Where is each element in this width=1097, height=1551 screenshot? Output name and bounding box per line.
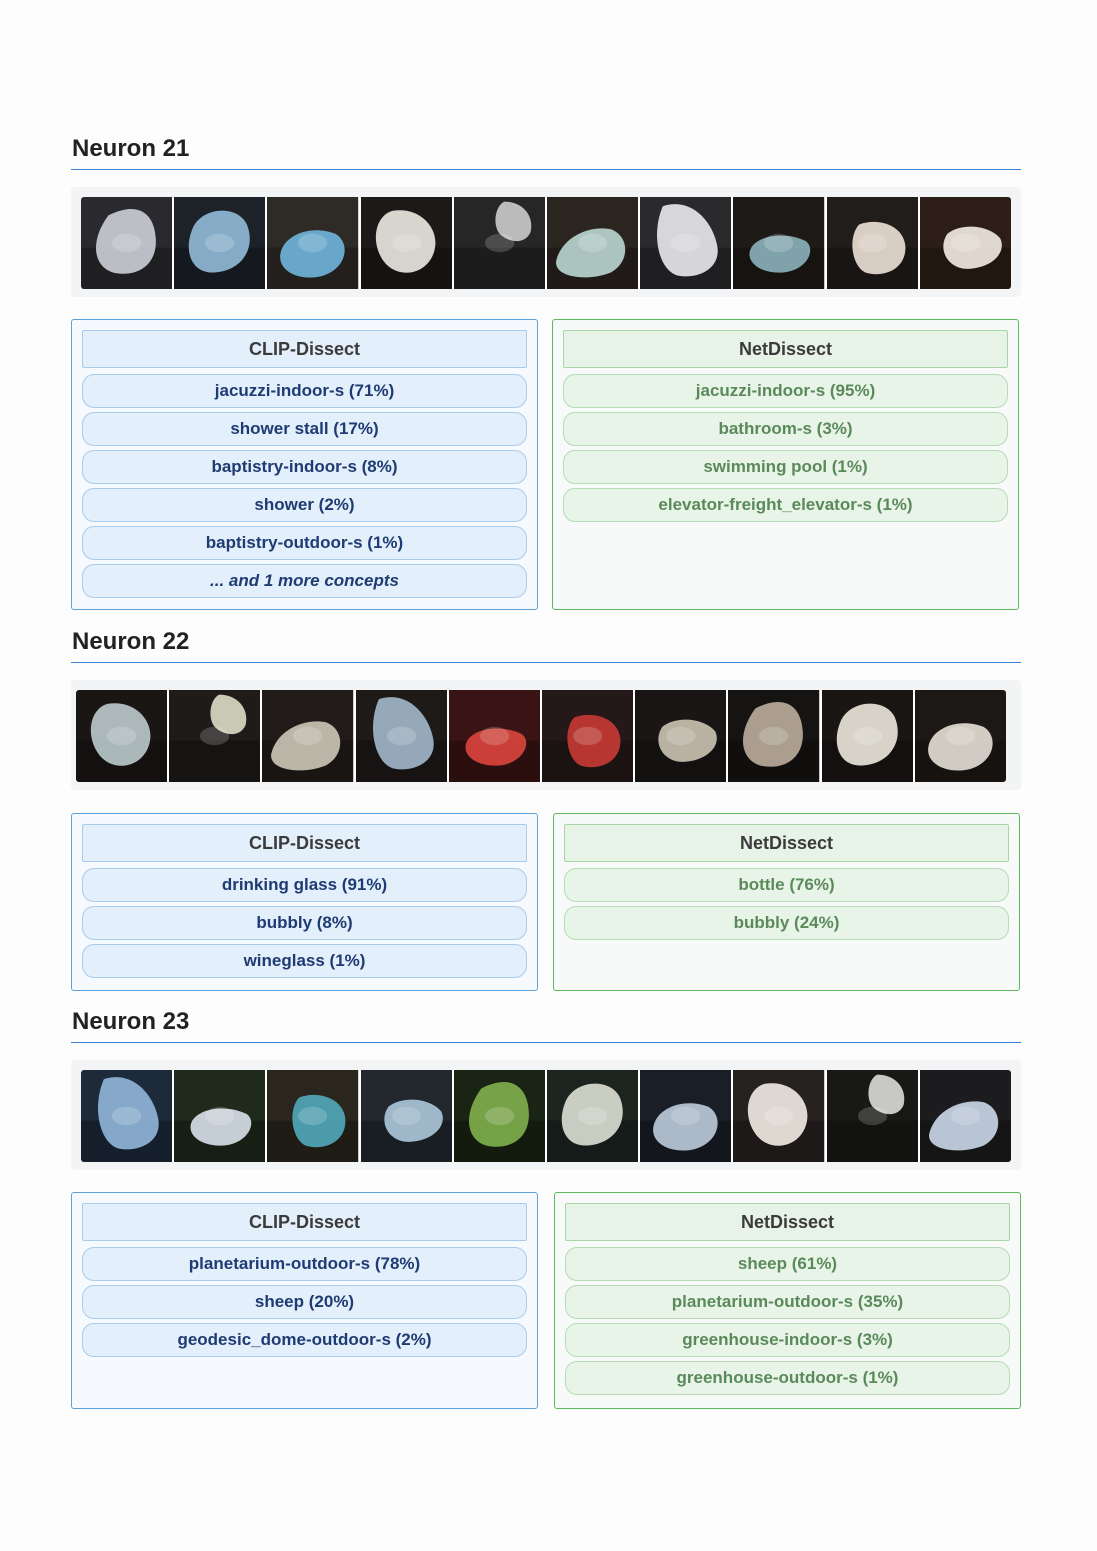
activation-image-10 bbox=[920, 197, 1011, 289]
image-thumbnail bbox=[361, 197, 452, 289]
netdissect-header: NetDissect bbox=[565, 1203, 1010, 1241]
highlight-sheen bbox=[112, 234, 141, 252]
activation-image-6 bbox=[542, 690, 635, 782]
activation-image-4 bbox=[361, 1070, 454, 1162]
highlight-sheen bbox=[951, 1107, 980, 1125]
concept-item: bubbly (24%) bbox=[564, 906, 1009, 940]
image-thumbnail bbox=[822, 690, 913, 782]
activation-image-8 bbox=[733, 197, 826, 289]
highlight-sheen bbox=[107, 727, 136, 745]
netdissect-panel bbox=[552, 319, 1019, 610]
activation-image-5 bbox=[454, 1070, 547, 1162]
clip-concept-list bbox=[82, 1247, 527, 1361]
image-shade bbox=[827, 1121, 918, 1162]
image-thumbnail bbox=[454, 197, 545, 289]
highlight-sheen bbox=[387, 727, 416, 745]
activation-image-1 bbox=[81, 1070, 174, 1162]
image-thumbnail bbox=[915, 690, 1006, 782]
clip-dissect-panel bbox=[71, 1192, 538, 1409]
highlight-sheen bbox=[573, 727, 602, 745]
highlight-sheen bbox=[764, 1107, 793, 1125]
highlight-sheen bbox=[298, 1107, 327, 1125]
clip-dissect-header: CLIP-Dissect bbox=[82, 1203, 527, 1241]
image-thumbnail bbox=[449, 690, 540, 782]
highlight-sheen bbox=[485, 234, 514, 252]
concept-item: baptistry-outdoor-s (1%) bbox=[82, 526, 527, 560]
concept-item: drinking glass (91%) bbox=[82, 868, 527, 902]
concept-item: wineglass (1%) bbox=[82, 944, 527, 978]
activation-image-8 bbox=[733, 1070, 826, 1162]
clip-concept-list bbox=[82, 374, 527, 602]
concept-item: jacuzzi-indoor-s (95%) bbox=[563, 374, 1008, 408]
title-divider bbox=[71, 169, 1021, 170]
highlight-sheen bbox=[858, 1107, 887, 1125]
highlight-sheen bbox=[578, 234, 607, 252]
highlight-sheen bbox=[200, 727, 229, 745]
more-concepts-item[interactable]: ... and 1 more concepts bbox=[82, 564, 527, 598]
clip-dissect-header: CLIP-Dissect bbox=[82, 824, 527, 862]
highlight-sheen bbox=[298, 234, 327, 252]
netdissect-header: NetDissect bbox=[564, 824, 1009, 862]
highlight-sheen bbox=[578, 1107, 607, 1125]
activation-image-9 bbox=[827, 1070, 920, 1162]
net-concept-list bbox=[563, 374, 1008, 526]
activation-image-7 bbox=[635, 690, 728, 782]
image-thumbnail bbox=[733, 1070, 824, 1162]
highlight-sheen bbox=[392, 234, 421, 252]
concept-item: baptistry-indoor-s (8%) bbox=[82, 450, 527, 484]
image-thumbnail bbox=[174, 1070, 265, 1162]
highlight-sheen bbox=[764, 234, 793, 252]
image-thumbnail bbox=[169, 690, 260, 782]
activation-image-10 bbox=[920, 1070, 1011, 1162]
concept-item: planetarium-outdoor-s (78%) bbox=[82, 1247, 527, 1281]
image-thumbnail bbox=[262, 690, 353, 782]
activation-image-5 bbox=[454, 197, 547, 289]
highlight-sheen bbox=[392, 1107, 421, 1125]
image-thumbnail bbox=[547, 1070, 638, 1162]
clip-dissect-panel bbox=[71, 319, 538, 610]
concept-item: elevator-freight_elevator-s (1%) bbox=[563, 488, 1008, 522]
activation-image-4 bbox=[356, 690, 449, 782]
image-thumbnail bbox=[356, 690, 447, 782]
highlight-sheen bbox=[671, 234, 700, 252]
clip-concept-list bbox=[82, 868, 527, 982]
image-thumbnail bbox=[81, 197, 172, 289]
highlight-sheen bbox=[759, 727, 788, 745]
net-concept-list bbox=[564, 868, 1009, 944]
image-strip bbox=[71, 187, 1021, 297]
title-divider bbox=[71, 1042, 1021, 1043]
highlight-sheen bbox=[480, 727, 509, 745]
image-thumbnail bbox=[174, 197, 265, 289]
image-thumbnail bbox=[733, 197, 824, 289]
activation-image-7 bbox=[640, 1070, 733, 1162]
concept-item: swimming pool (1%) bbox=[563, 450, 1008, 484]
image-thumbnail bbox=[267, 1070, 358, 1162]
image-thumbnail bbox=[920, 197, 1011, 289]
neuron-title: Neuron 22 bbox=[72, 628, 190, 655]
concept-item: greenhouse-outdoor-s (1%) bbox=[565, 1361, 1010, 1395]
image-thumbnail bbox=[728, 690, 819, 782]
image-shade bbox=[454, 248, 545, 289]
concept-item: bathroom-s (3%) bbox=[563, 412, 1008, 446]
image-thumbnail bbox=[542, 690, 633, 782]
concept-item: sheep (20%) bbox=[82, 1285, 527, 1319]
activation-image-10 bbox=[915, 690, 1006, 782]
concept-item: geodesic_dome-outdoor-s (2%) bbox=[82, 1323, 527, 1357]
image-thumbnail bbox=[920, 1070, 1011, 1162]
concept-item: sheep (61%) bbox=[565, 1247, 1010, 1281]
activation-image-9 bbox=[827, 197, 920, 289]
activation-image-3 bbox=[262, 690, 355, 782]
activation-image-5 bbox=[449, 690, 542, 782]
concept-item: bubbly (8%) bbox=[82, 906, 527, 940]
highlight-sheen bbox=[293, 727, 322, 745]
activation-image-6 bbox=[547, 197, 640, 289]
image-thumbnail bbox=[76, 690, 167, 782]
concept-item: greenhouse-indoor-s (3%) bbox=[565, 1323, 1010, 1357]
image-strip bbox=[71, 680, 1021, 790]
image-thumbnail bbox=[640, 197, 731, 289]
clip-dissect-panel bbox=[71, 813, 538, 991]
netdissect-panel bbox=[553, 813, 1020, 991]
highlight-sheen bbox=[858, 234, 887, 252]
highlight-sheen bbox=[205, 1107, 234, 1125]
activation-image-7 bbox=[640, 197, 733, 289]
activation-image-2 bbox=[169, 690, 262, 782]
activation-image-8 bbox=[728, 690, 821, 782]
activation-image-3 bbox=[267, 1070, 360, 1162]
image-strip bbox=[71, 1060, 1021, 1170]
title-divider bbox=[71, 662, 1021, 663]
image-strip-inner bbox=[76, 690, 1006, 782]
net-concept-list bbox=[565, 1247, 1010, 1399]
neuron-title: Neuron 23 bbox=[72, 1008, 190, 1035]
image-strip-inner bbox=[81, 1070, 1011, 1162]
image-strip-inner bbox=[81, 197, 1011, 289]
image-thumbnail bbox=[267, 197, 358, 289]
activation-image-4 bbox=[361, 197, 454, 289]
concept-item: shower (2%) bbox=[82, 488, 527, 522]
concept-item: planetarium-outdoor-s (35%) bbox=[565, 1285, 1010, 1319]
netdissect-header: NetDissect bbox=[563, 330, 1008, 368]
image-shade bbox=[169, 741, 260, 782]
highlight-sheen bbox=[951, 234, 980, 252]
concept-item: bottle (76%) bbox=[564, 868, 1009, 902]
image-thumbnail bbox=[635, 690, 726, 782]
activation-image-2 bbox=[174, 197, 267, 289]
netdissect-panel bbox=[554, 1192, 1021, 1409]
image-thumbnail bbox=[827, 1070, 918, 1162]
image-thumbnail bbox=[547, 197, 638, 289]
highlight-sheen bbox=[112, 1107, 141, 1125]
highlight-sheen bbox=[666, 727, 695, 745]
activation-image-9 bbox=[822, 690, 915, 782]
clip-dissect-header: CLIP-Dissect bbox=[82, 330, 527, 368]
image-thumbnail bbox=[454, 1070, 545, 1162]
highlight-sheen bbox=[671, 1107, 700, 1125]
concept-item: jacuzzi-indoor-s (71%) bbox=[82, 374, 527, 408]
activation-image-1 bbox=[81, 197, 174, 289]
image-thumbnail bbox=[361, 1070, 452, 1162]
activation-image-1 bbox=[76, 690, 169, 782]
activation-image-3 bbox=[267, 197, 360, 289]
activation-image-6 bbox=[547, 1070, 640, 1162]
image-thumbnail bbox=[81, 1070, 172, 1162]
highlight-sheen bbox=[205, 234, 234, 252]
image-thumbnail bbox=[827, 197, 918, 289]
highlight-sheen bbox=[853, 727, 882, 745]
highlight-sheen bbox=[946, 727, 975, 745]
highlight-sheen bbox=[485, 1107, 514, 1125]
neuron-title: Neuron 21 bbox=[72, 135, 190, 162]
activation-image-2 bbox=[174, 1070, 267, 1162]
concept-item: shower stall (17%) bbox=[82, 412, 527, 446]
image-thumbnail bbox=[640, 1070, 731, 1162]
